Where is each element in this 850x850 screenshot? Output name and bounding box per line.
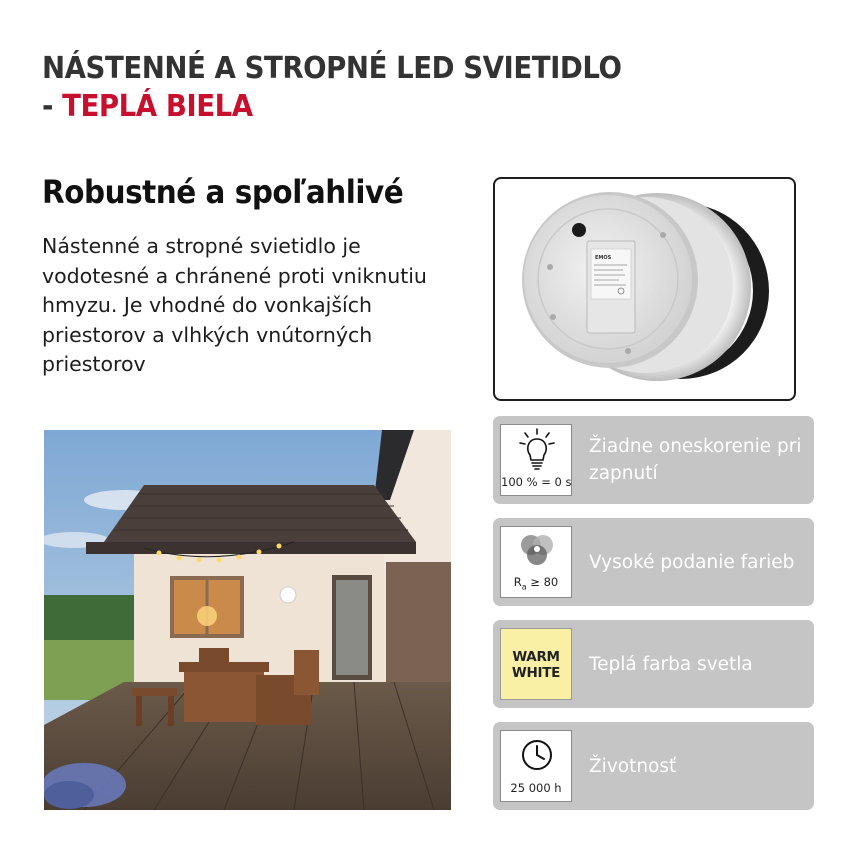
feature-no-delay [493,416,814,504]
feature-icon-box [500,526,572,598]
house-photo [44,430,451,810]
feature-lifetime [493,722,814,810]
description-text: Nástenné a stropné svietidlo je vodotesné a chránené proti vniknutiu hmyzu. Je vhodné do vonkajších priestorov a vlhkých vnútorných priestorov [42,234,427,376]
warm-white-text [501,649,571,681]
house-terrace-illustration [44,430,451,810]
bulb-icon [501,425,573,475]
page-title [42,50,622,126]
feature-label: Teplá farba svetla [589,653,753,675]
color-circles-icon [501,527,573,577]
product-lamp-illustration [495,179,794,399]
title-line-1: NÁSTENNÉ A STROPNÉ LED SVIETIDLO [42,51,622,86]
badge-line-1: WARM [512,649,560,665]
title-accent: TEPLÁ BIELA [62,89,253,124]
feature-caption [501,575,571,591]
feature-caption: 100 % = 0 s [501,475,572,489]
feature-icon-box [500,424,572,496]
section-heading: Robustné a spoľahlivé [42,173,404,211]
clock-icon [501,731,573,781]
caption-r: R [513,574,522,589]
svg-text:EMOS: EMOS [595,255,612,261]
feature-color-rendering [493,518,814,606]
feature-caption: 25 000 h [510,781,562,795]
warm-white-badge [500,628,572,700]
product-image [493,177,796,401]
feature-icon-box [500,730,572,802]
cable-hole [572,223,586,237]
caption-rest: ≥ 80 [526,574,559,589]
title-line-2 [42,88,622,126]
feature-warm-white [493,620,814,708]
feature-label: Životnosť [589,755,677,777]
title-dash: - [42,89,63,124]
badge-line-2: WHITE [511,665,561,681]
caption-sub: a [521,582,527,591]
feature-label: Vysoké podanie farieb [589,551,795,573]
feature-label: Žiadne oneskorenie pri zapnutí [589,436,802,484]
